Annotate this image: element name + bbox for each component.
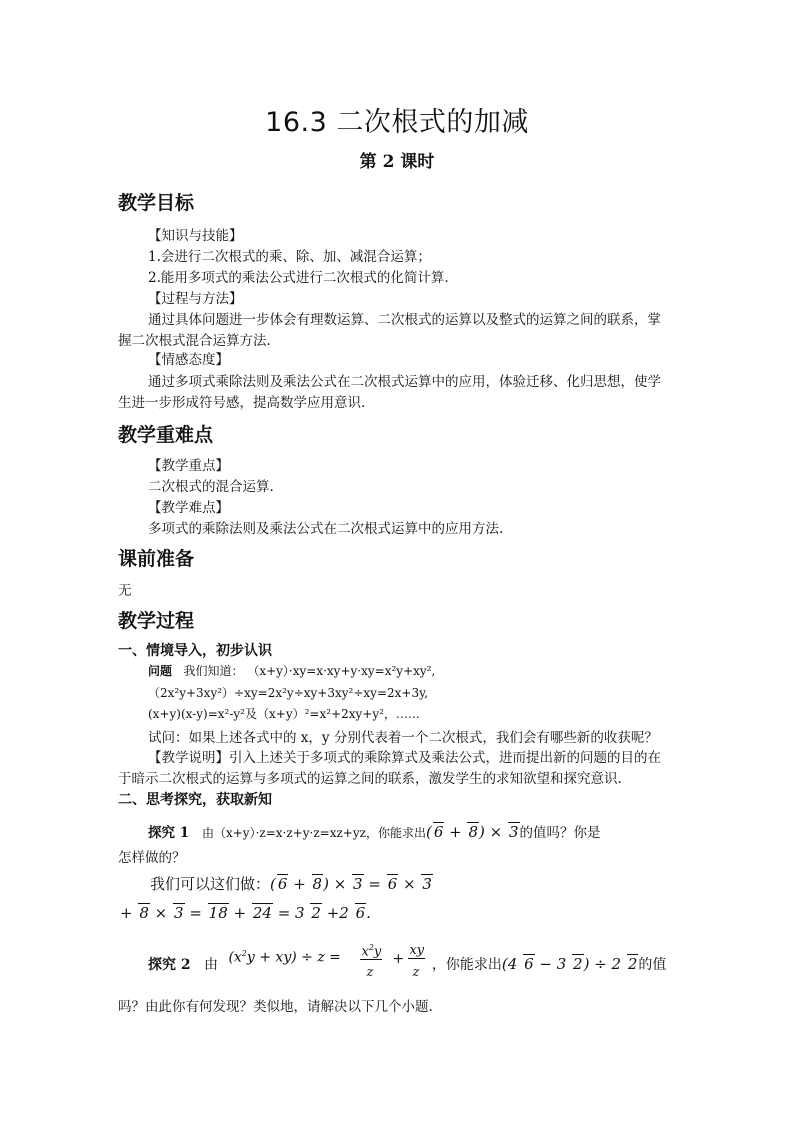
lesson-subtitle: 第 2 课时 bbox=[359, 152, 435, 172]
equation-2: （2x²y+3xy²）÷xy=2x²y÷xy+3xy²÷xy=2x+3y, bbox=[148, 686, 429, 700]
difficulty-text: 多项式的乘除法则及乘法公式在二次根式运算中的应用方法. bbox=[148, 521, 504, 537]
knowledge-item-1: 1.会进行二次根式的乘、除、加、减混合运算； bbox=[148, 249, 431, 265]
explore-2-tail: 的值 bbox=[638, 957, 667, 973]
explore-1-line bbox=[148, 821, 601, 841]
keypoints-heading: 教学重难点 bbox=[118, 424, 214, 446]
explore-2-expression: (4 6 − 3 2) ÷ 2 2 bbox=[501, 955, 638, 973]
equation-3: (x+y)(x-y)=x²-y²及（x+y）²=x²+2xy+y²，…… bbox=[148, 707, 420, 721]
problem-intro: 我们知道： bbox=[183, 664, 244, 678]
explore-2-line2: 吗？由此你有何发现？类似地，请解决以下几个小题. bbox=[118, 999, 433, 1015]
emotion-label: 【情感态度】 bbox=[148, 352, 229, 368]
explore-2-by: 由 bbox=[203, 957, 218, 973]
explore-1-label: 探究 1 bbox=[148, 825, 190, 841]
section-1-heading: 一、情境导入，初步认识 bbox=[118, 643, 272, 659]
problem-line bbox=[148, 662, 435, 679]
prep-heading: 课前准备 bbox=[118, 548, 195, 570]
equation-1: （x+y）·xy=x·xy+y·xy=x²y+xy², bbox=[247, 664, 436, 678]
explore-2-text: ，你能求出 bbox=[431, 957, 502, 973]
explore-1-expression: ( 6 + 8) × 3 bbox=[425, 823, 519, 841]
difficulty-label: 【教学难点】 bbox=[148, 500, 229, 516]
knowledge-item-2: 2.能用多项式的乘法公式进行二次根式的化简计算. bbox=[148, 270, 449, 286]
goals-heading: 教学目标 bbox=[118, 192, 195, 214]
question-text: 试问：如果上述各式中的 x，y 分别代表着一个二次根式，我们会有哪些新的收获呢？ bbox=[148, 730, 658, 746]
emotion-text-line2: 生进一步形成符号感，提高数学应用意识. bbox=[118, 395, 366, 411]
process-text-line2: 握二次根式混合运算方法. bbox=[118, 333, 271, 349]
note-line1: 【教学说明】引入上述关于多项式的乘除算式及乘法公式，进而提出新的问题的目的在 bbox=[148, 750, 661, 766]
page-title: 16.3 二次根式的加减 bbox=[265, 107, 529, 138]
process-heading: 教学过程 bbox=[118, 610, 195, 632]
explore-2-line bbox=[148, 943, 666, 987]
explore-1-text: 由（x+y）·z=x·z+y·z=xz+yz，你能求出 bbox=[201, 826, 426, 840]
explore-1-answer-line2: + 8 × 3 = 18 + 24 = 3 2 +2 6. bbox=[120, 904, 371, 922]
explore-1-answer-expr1: ( 6 + 8) × 3 = 6 × 3 bbox=[270, 875, 432, 893]
process-text-line1: 通过具体问题进一步体会有理数运算、二次根式的运算以及整式的运算之间的联系，掌 bbox=[148, 312, 661, 328]
explore-1-answer-intro: 我们可以这们做： bbox=[150, 875, 271, 893]
knowledge-label: 【知识与技能】 bbox=[148, 228, 243, 244]
explore-2-formula: $(x^2y + xy) \div z$ = $x^2y$ z + xy z bbox=[228, 943, 425, 980]
emotion-text-line1: 通过多项式乘除法则及乘法公式在二次根式运算中的应用，体验迁移、化归思想，使学 bbox=[148, 374, 661, 390]
problem-label: 问题 bbox=[148, 664, 173, 678]
explore-1-line2: 怎样做的？ bbox=[118, 850, 186, 866]
note-line2: 于暗示二次根式的运算与多项式的运算之间的联系，激发学生的求知欲望和探究意识. bbox=[118, 771, 622, 787]
focus-label: 【教学重点】 bbox=[148, 458, 229, 474]
process-label: 【过程与方法】 bbox=[148, 291, 243, 307]
section-2-heading: 二、思考探究，获取新知 bbox=[118, 792, 272, 808]
explore-1-tail: 的值吗？你是 bbox=[519, 825, 601, 841]
prep-text: 无 bbox=[118, 583, 132, 599]
explore-2-label: 探究 2 bbox=[148, 957, 191, 973]
focus-text: 二次根式的混合运算. bbox=[148, 479, 274, 495]
explore-1-answer-line1 bbox=[150, 873, 433, 894]
